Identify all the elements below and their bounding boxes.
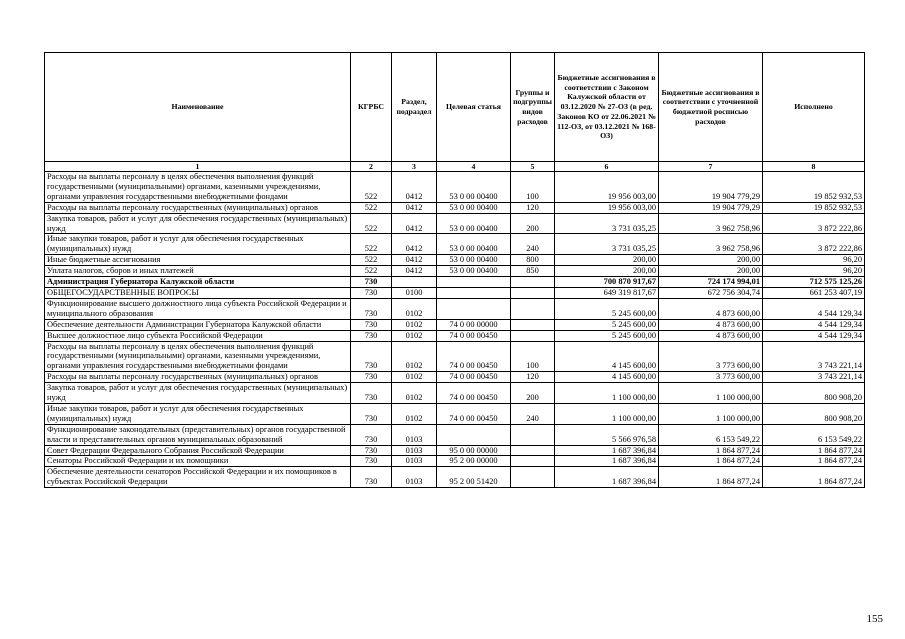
row-kgrbs: 730	[351, 445, 392, 456]
header-assignments-refined: Бюджетные ассигнования в соответствии с уточненной бюджетной росписью расходов	[659, 53, 763, 162]
row-executed: 19 852 932,53	[763, 202, 865, 213]
row-executed: 3 872 222,86	[763, 213, 865, 234]
row-target-article: 74 0 00 00450	[437, 403, 511, 424]
row-assignment-refined: 3 773 600,00	[659, 372, 763, 383]
table-row	[45, 266, 865, 277]
row-name: Иные закупки товаров, работ и услуг для обеспечения государственных (муниципальных) нужд	[45, 234, 351, 255]
row-name: ОБЩЕГОСУДАРСТВЕННЫЕ ВОПРОСЫ	[45, 287, 351, 298]
header-target-article: Целевая статья	[437, 53, 511, 162]
row-name: Расходы на выплаты персоналу государственных (муниципальных) органов	[45, 202, 351, 213]
row-assignment-law: 200,00	[555, 266, 659, 277]
row-expense-group	[511, 319, 555, 330]
table-row	[45, 298, 865, 319]
row-assignment-law: 4 145 600,00	[555, 372, 659, 383]
row-assignment-law: 3 731 035,25	[555, 213, 659, 234]
row-kgrbs: 730	[351, 277, 392, 288]
row-name: Закупка товаров, работ и услуг для обеспечения государственных (муниципальных) нужд	[45, 213, 351, 234]
row-executed: 4 544 129,34	[763, 319, 865, 330]
table-row	[45, 403, 865, 424]
row-kgrbs: 730	[351, 298, 392, 319]
row-assignment-law: 5 245 600,00	[555, 330, 659, 341]
row-target-article: 95 0 00 00000	[437, 445, 511, 456]
row-expense-group	[511, 424, 555, 445]
row-target-article: 53 0 00 00400	[437, 172, 511, 203]
page-number: 155	[866, 613, 883, 625]
row-executed: 712 575 125,26	[763, 277, 865, 288]
header-name: Наименование	[45, 53, 351, 162]
row-executed: 96,20	[763, 266, 865, 277]
column-number: 1	[45, 162, 351, 172]
row-assignment-law: 649 319 817,67	[555, 287, 659, 298]
row-section: 0103	[392, 467, 437, 488]
row-section	[392, 277, 437, 288]
row-section: 0102	[392, 372, 437, 383]
row-kgrbs: 730	[351, 319, 392, 330]
row-expense-group: 800	[511, 255, 555, 266]
row-kgrbs: 522	[351, 172, 392, 203]
row-name: Иные закупки товаров, работ и услуг для обеспечения государственных (муниципальных) нужд	[45, 403, 351, 424]
row-name: Обеспечение деятельности сенаторов Российской Федерации и их помощников в субъектах Российской Федерации	[45, 467, 351, 488]
row-expense-group: 200	[511, 213, 555, 234]
table-row	[45, 213, 865, 234]
column-number: 8	[763, 162, 865, 172]
header-kgrbs: КГРБС	[351, 53, 392, 162]
row-kgrbs: 522	[351, 213, 392, 234]
row-assignment-law: 1 687 396,84	[555, 445, 659, 456]
row-assignment-law: 5 245 600,00	[555, 319, 659, 330]
row-assignment-refined: 4 873 600,00	[659, 298, 763, 319]
row-assignment-refined: 1 100 000,00	[659, 383, 763, 404]
row-assignment-law: 19 956 003,00	[555, 172, 659, 203]
row-assignment-refined: 19 904 779,29	[659, 172, 763, 203]
row-section: 0412	[392, 255, 437, 266]
row-target-article: 74 0 00 00000	[437, 319, 511, 330]
header-expense-groups: Группы и подгруппы видов расходов	[511, 53, 555, 162]
row-section: 0412	[392, 234, 437, 255]
row-assignment-refined: 200,00	[659, 255, 763, 266]
row-name: Расходы на выплаты персоналу государственных (муниципальных) органов	[45, 372, 351, 383]
row-assignment-refined: 1 864 877,24	[659, 456, 763, 467]
row-assignment-law: 700 870 917,67	[555, 277, 659, 288]
row-executed: 6 153 549,22	[763, 424, 865, 445]
row-executed: 1 864 877,24	[763, 445, 865, 456]
row-section: 0102	[392, 319, 437, 330]
column-number: 5	[511, 162, 555, 172]
table-row	[45, 319, 865, 330]
row-section: 0103	[392, 456, 437, 467]
row-assignment-law: 4 145 600,00	[555, 341, 659, 372]
row-expense-group	[511, 456, 555, 467]
row-kgrbs: 730	[351, 372, 392, 383]
row-target-article	[437, 424, 511, 445]
table-row	[45, 287, 865, 298]
budget-table-container	[44, 52, 864, 488]
table-body	[45, 172, 865, 488]
row-executed: 96,20	[763, 255, 865, 266]
table-row	[45, 277, 865, 288]
column-number: 7	[659, 162, 763, 172]
row-expense-group	[511, 277, 555, 288]
row-assignment-refined: 672 756 304,74	[659, 287, 763, 298]
row-section: 0103	[392, 445, 437, 456]
row-section: 0102	[392, 298, 437, 319]
table-row	[45, 424, 865, 445]
row-expense-group: 120	[511, 372, 555, 383]
column-number: 4	[437, 162, 511, 172]
row-assignment-refined: 3 773 600,00	[659, 341, 763, 372]
table-row	[45, 255, 865, 266]
row-section: 0102	[392, 403, 437, 424]
row-expense-group: 100	[511, 172, 555, 203]
table-row	[45, 234, 865, 255]
row-kgrbs: 730	[351, 403, 392, 424]
row-name: Уплата налогов, сборов и иных платежей	[45, 266, 351, 277]
table-row	[45, 341, 865, 372]
row-assignment-refined: 724 174 994,01	[659, 277, 763, 288]
row-section: 0412	[392, 213, 437, 234]
row-assignment-refined: 200,00	[659, 266, 763, 277]
row-name: Администрация Губернатора Калужской области	[45, 277, 351, 288]
row-executed: 800 908,20	[763, 383, 865, 404]
row-name: Расходы на выплаты персоналу в целях обеспечения выполнения функций государственными (муниципальными) органами, казенными учреждениями, органами управления государственными внебюджетными фондами	[45, 172, 351, 203]
row-target-article: 53 0 00 00400	[437, 213, 511, 234]
row-assignment-law: 19 956 003,00	[555, 202, 659, 213]
column-number: 6	[555, 162, 659, 172]
row-section: 0100	[392, 287, 437, 298]
row-expense-group: 200	[511, 383, 555, 404]
header-executed: Исполнено	[763, 53, 865, 162]
row-name: Расходы на выплаты персоналу в целях обеспечения выполнения функций государственными (муниципальными) органами, казенными учреждениями, органами управления государственными внебюджетными фондами	[45, 341, 351, 372]
row-kgrbs: 730	[351, 383, 392, 404]
row-executed: 800 908,20	[763, 403, 865, 424]
row-executed: 19 852 932,53	[763, 172, 865, 203]
row-assignment-refined: 1 864 877,24	[659, 445, 763, 456]
row-executed: 3 743 221,14	[763, 341, 865, 372]
row-target-article: 53 0 00 00400	[437, 202, 511, 213]
row-expense-group	[511, 298, 555, 319]
row-kgrbs: 730	[351, 330, 392, 341]
row-target-article: 95 2 00 51420	[437, 467, 511, 488]
row-section: 0103	[392, 424, 437, 445]
row-name: Функционирование законодательных (представительных) органов государственной власти и представительных органов муниципальных образований	[45, 424, 351, 445]
row-executed: 4 544 129,34	[763, 298, 865, 319]
row-kgrbs: 522	[351, 234, 392, 255]
column-number-row	[45, 162, 865, 172]
column-number: 2	[351, 162, 392, 172]
table-row	[45, 172, 865, 203]
row-target-article: 53 0 00 00400	[437, 234, 511, 255]
row-section: 0412	[392, 266, 437, 277]
row-expense-group: 850	[511, 266, 555, 277]
row-assignment-law: 1 100 000,00	[555, 383, 659, 404]
row-section: 0412	[392, 172, 437, 203]
row-target-article: 53 0 00 00400	[437, 255, 511, 266]
row-assignment-refined: 1 100 000,00	[659, 403, 763, 424]
row-name: Высшее должностное лицо субъекта Российской Федерации	[45, 330, 351, 341]
row-target-article: 53 0 00 00400	[437, 266, 511, 277]
row-kgrbs: 522	[351, 266, 392, 277]
row-executed: 661 253 407,19	[763, 287, 865, 298]
row-name: Сенаторы Российской Федерации и их помощники	[45, 456, 351, 467]
row-executed: 3 872 222,86	[763, 234, 865, 255]
row-name: Совет Федерации Федерального Собрания Российской Федерации	[45, 445, 351, 456]
row-executed: 1 864 877,24	[763, 456, 865, 467]
row-assignment-law: 200,00	[555, 255, 659, 266]
row-target-article: 74 0 00 00450	[437, 330, 511, 341]
row-assignment-law: 1 100 000,00	[555, 403, 659, 424]
row-target-article: 74 0 00 00450	[437, 341, 511, 372]
row-name: Обеспечение деятельности Администрации Губернатора Калужской области	[45, 319, 351, 330]
row-executed: 1 864 877,24	[763, 467, 865, 488]
row-target-article	[437, 298, 511, 319]
row-kgrbs: 730	[351, 341, 392, 372]
row-assignment-refined: 3 962 758,96	[659, 213, 763, 234]
row-expense-group: 240	[511, 234, 555, 255]
row-assignment-refined: 1 864 877,24	[659, 467, 763, 488]
row-name: Иные бюджетные ассигнования	[45, 255, 351, 266]
row-kgrbs: 730	[351, 424, 392, 445]
row-target-article: 74 0 00 00450	[437, 383, 511, 404]
row-executed: 3 743 221,14	[763, 372, 865, 383]
row-kgrbs: 522	[351, 202, 392, 213]
row-section: 0102	[392, 383, 437, 404]
row-kgrbs: 730	[351, 456, 392, 467]
table-row	[45, 330, 865, 341]
row-assignment-law: 5 566 976,58	[555, 424, 659, 445]
row-expense-group	[511, 287, 555, 298]
row-assignment-refined: 4 873 600,00	[659, 319, 763, 330]
row-assignment-refined: 19 904 779,29	[659, 202, 763, 213]
row-section: 0102	[392, 341, 437, 372]
row-assignment-refined: 6 153 549,22	[659, 424, 763, 445]
table-row	[45, 202, 865, 213]
row-assignment-law: 1 687 396,84	[555, 456, 659, 467]
table-row	[45, 467, 865, 488]
row-target-article: 95 2 00 00000	[437, 456, 511, 467]
row-section: 0412	[392, 202, 437, 213]
row-kgrbs: 730	[351, 287, 392, 298]
header-assignments-law: Бюджетные ассигнования в соответствии с Законом Калужской области от 03.12.2020 № 27-ОЗ (в ред. Законов КО от 22.06.2021 № 112-ОЗ, от 03.12.2021 № 168-ОЗ)	[555, 53, 659, 162]
row-executed: 4 544 129,34	[763, 330, 865, 341]
row-expense-group: 240	[511, 403, 555, 424]
row-assignment-refined: 3 962 758,96	[659, 234, 763, 255]
row-expense-group	[511, 330, 555, 341]
row-expense-group: 100	[511, 341, 555, 372]
budget-execution-table	[44, 52, 865, 488]
table-row	[45, 372, 865, 383]
row-name: Функционирование высшего должностного лица субъекта Российской Федерации и муниципального образования	[45, 298, 351, 319]
row-target-article	[437, 287, 511, 298]
table-row	[45, 445, 865, 456]
row-assignment-law: 1 687 396,84	[555, 467, 659, 488]
row-section: 0102	[392, 330, 437, 341]
header-section: Раздел, подраздел	[392, 53, 437, 162]
row-expense-group: 120	[511, 202, 555, 213]
row-target-article	[437, 277, 511, 288]
row-assignment-refined: 4 873 600,00	[659, 330, 763, 341]
row-kgrbs: 730	[351, 467, 392, 488]
table-row	[45, 456, 865, 467]
row-assignment-law: 5 245 600,00	[555, 298, 659, 319]
column-number: 3	[392, 162, 437, 172]
row-name: Закупка товаров, работ и услуг для обеспечения государственных (муниципальных) нужд	[45, 383, 351, 404]
row-assignment-law: 3 731 035,25	[555, 234, 659, 255]
header-row	[45, 53, 865, 162]
row-expense-group	[511, 445, 555, 456]
row-target-article: 74 0 00 00450	[437, 372, 511, 383]
row-kgrbs: 522	[351, 255, 392, 266]
table-row	[45, 383, 865, 404]
row-expense-group	[511, 467, 555, 488]
